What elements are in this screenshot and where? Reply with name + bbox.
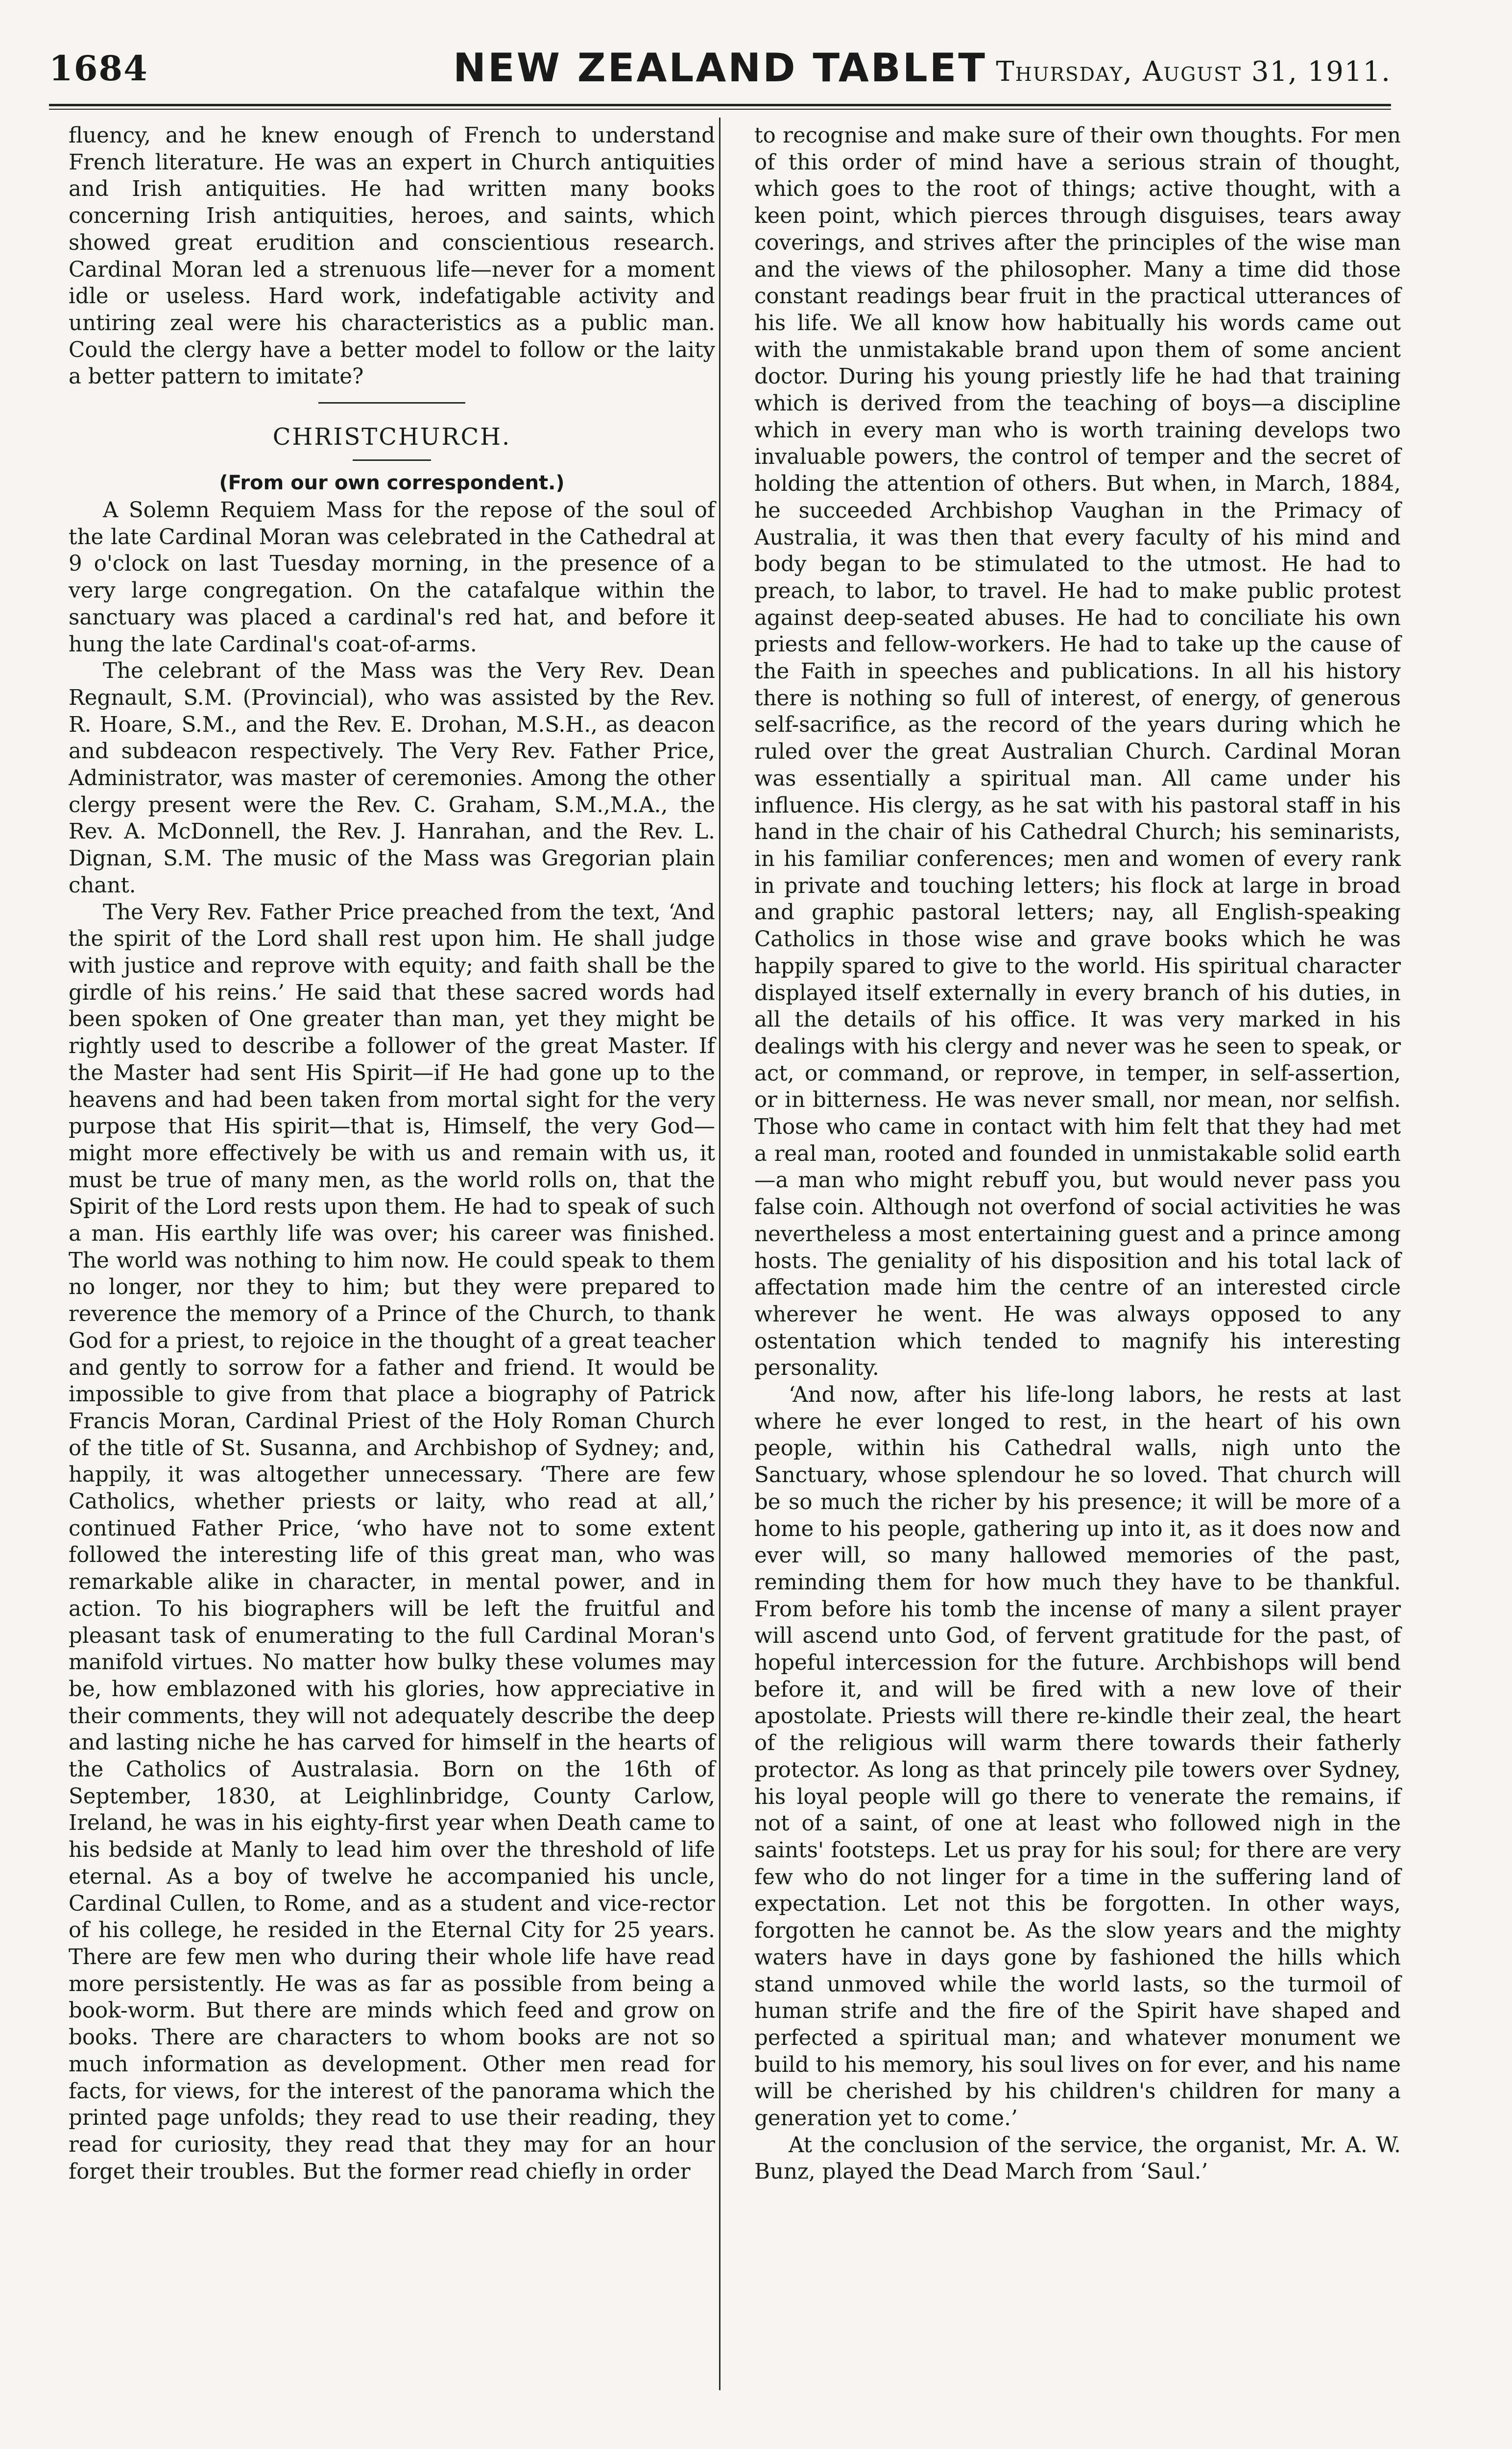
page-number: 1684: [49, 48, 148, 89]
header-rule-thin: [49, 109, 1391, 110]
page-header: [49, 39, 1391, 103]
section-title: CHRISTCHURCH.: [272, 423, 511, 451]
article-paragraph: A Solemn Requiem Mass for the repose of the soul of the late Cardinal Moran was celebrated in the Cathedral at 9 o'clock on last Tuesday morning, in the presence of a very large congregation. On the catafalque within the sanctuary was placed a cardinal's red hat, and before it hung the late Cardinal's coat-of-arms.: [69, 498, 715, 657]
issue-date: Thursday, August 31, 1911.: [996, 56, 1391, 88]
column-divider: [719, 118, 720, 2390]
article-paragraph: ‘And now, after his life-long labors, he rests at last where he ever longed to rest, in the heart of his own people, within his Cathedral walls, nigh unto the Sanctuary, whose splendour he so loved. That church will be so much the richer by his presence; it will be more of a home to his people, gathering up into it, as it does now and ever will, so many hallowed memories of the past, reminding them for how much they have to be thankful. From before his tomb the incense of many a silent prayer will ascend unto God, of fervent gratitude for the past, of hopeful intercession for the future. Archbishops will bend before it, and will be fired with a new love of their apostolate. Priests will there re-kindle their zeal, the heart of the religious will warm there towards their fatherly protector. As long as that princely pile towers over Sydney, his loyal people will go there to venerate the remains, if not of a saint, of one at least who followed nigh in the saints' footsteps. Let us pray for his soul; for there are very few who do not linger for a time in the suffering land of expectation. Let not this be forgotten. In other ways, forgotten he cannot be. As the slow years and the mighty waters have in days gone by fashioned the hills which stand unmoved while the world lasts, so the turmoil of human strife and the fire of the Spirit have shaped and perfected a spiritual man; and whatever monument we build to his memory, his soul lives on for ever, and his name will be cherished by his children's children for many a generation yet to come.’: [754, 1383, 1401, 2131]
article-paragraph: The celebrant of the Mass was the Very Rev. Dean Regnault, S.M. (Provincial), who was assisted by the Rev. R. Hoare, S.M., and the Rev. E. Drohan, M.S.H., as deacon and subdeacon respectively. The Very Rev. Father Price, Administrator, was master of ceremonies. Among the other clergy present were the Rev. C. Graham, S.M.,M.A., the Rev. A. McDonnell, the Rev. J. Hanrahan, and the Rev. L. Dignan, S.M. The music of the Mass was Gregorian plain chant.: [69, 659, 715, 898]
lead-paragraph: fluency, and he knew enough of French to understand French literature. He was an expert in Church antiquities and Irish antiquities. He had written many books concerning Irish antiquities, heroes, and saints, which showed great erudition and conscientious research. Cardinal Moran led a strenuous life—never for a moment idle or useless. Hard work, indefatigable activity and untiring zeal were his characteristics as a public man. Could the clergy have a better model to follow or the laity a better pattern to imitate?: [69, 123, 715, 389]
article-paragraph: The Very Rev. Father Price preached from the text, ‘And the spirit of the Lord shall rest upon him. He shall judge with justice and reprove with equity; and faith shall be the girdle of his reins.’ He said that these sacred words had been spoken of One greater than man, yet they might be rightly used to describe a follower of the great Master. If the Master had sent His Spirit—if He had gone up to the heavens and had been taken from mortal sight for the very purpose that His spirit—that is, Himself, the very God—might more effectively be with us and remain with us, it must be true of many men, as the world rolls on, that the Spirit of the Lord rests upon them. He had to speak of such a man. His earthly life was over; his career was finished. The world was nothing to him now. He could speak to them no longer, nor they to him; but they were prepared to reverence the memory of a Prince of the Church, to thank God for a priest, to rejoice in the thought of a great teacher and gently to sorrow for a father and friend. It would be impossible to give from that place a biography of Patrick Francis Moran, Cardinal Priest of the Holy Roman Church of the title of St. Susanna, and Archbishop of Sydney; and, happily, it was altogether unnecessary. ‘There are few Catholics, whether priests or laity, who read at all,’ continued Father Price, ‘who have not to some extent followed the interesting life of this great man, who was remarkable alike in character, in mental power, and in action. To his biographers will be left the fruitful and pleasant task of enumerating to the full Cardinal Moran's manifold virtues. No matter how bulky these volumes may be, how emblazoned with his glories, how appreciative in their comments, they will not adequately describe the deep and lasting niche he has carved for himself in the hearts of the Catholics of Australasia. Born on the 16th of September, 1830, at Leighlinbridge, County Carlow, Ireland, he was in his eighty-first year when Death came to his bedside at Manly to lead him over the threshold of life eternal. As a boy of twelve he accompanied his uncle, Cardinal Cullen, to Rome, and as a student and vice-rector of his college, he resided in the Eternal City for 25 years. There are few men who during their whole life have read more persistently. He was as far as possible from being a book-worm. But there are minds which feed and grow on books. There are characters to whom books are not so much information as development. Other men read for facts, for views, for the interest of the panorama which the printed page unfolds; they read to use their reading, they read for curiosity, they read that they may for an hour forget their troubles. But the former read chiefly in order: [69, 900, 715, 2184]
right-column: [754, 122, 1401, 2185]
section-divider: [318, 402, 465, 404]
article-paragraph: to recognise and make sure of their own thoughts. For men of this order of mind have a serious strain of thought, which goes to the root of things; active thought, with a keen point, which pierces through disguises, tears away coverings, and strives after the principles of the wise man and the views of the philosopher. Many a time did those constant readings bear fruit in the practical utterances of his life. We all know how habitually his words came out with the unmistakable brand upon them of some ancient doctor. During his young priestly life he had that training which is derived from the teaching of boys—a discipline which in every man who is worth training develops two invaluable powers, the control of temper and the secret of holding the attention of others. But when, in March, 1884, he succeeded Archbishop Vaughan in the Primacy of Australia, it was then that every faculty of his mind and body began to be stimulated to the utmost. He had to preach, to labor, to travel. He had to make public protest against deep-seated abuses. He had to conciliate his own priests and fellow-workers. He had to take up the cause of the Faith in speeches and publications. In all his history there is nothing so full of interest, of energy, of generous self-sacrifice, as the record of the years during which he ruled over the great Australian Church. Cardinal Moran was essentially a spiritual man. All came under his influence. His clergy, as he sat with his pastoral staff in his hand in the chair of his Cathedral Church; his seminarists, in his familiar conferences; men and women of every rank in private and touching letters; his flock at large in broad and graphic pastoral letters; nay, all English-speaking Catholics in those wise and grave books which he was happily spared to give to the world. His spiritual character displayed itself externally in every branch of his duties, in all the details of his office. It was very marked in his dealings with his clergy and never was he seen to speak, or act, or command, or reprove, in temper, in self-assertion, or in bitterness. He was never small, nor mean, nor selfish. Those who came in contact with him felt that they had met a real man, rooted and founded in unmistakable solid earth—a man who might rebuff you, but would never pass you false coin. Although not overfond of social activities he was nevertheless a most entertaining guest and a prince among hosts. The geniality of his disposition and his total lack of affectation made him the centre of an interested circle wherever he went. He was always opposed to any ostentation which tended to magnify his interesting personality.: [754, 123, 1401, 1381]
left-column: [69, 122, 715, 2185]
masthead-title: NEW ZEALAND TABLET: [453, 45, 987, 91]
byline: (From our own correspondent.): [219, 472, 565, 495]
closing-paragraph: At the conclusion of the service, the organist, Mr. A. W. Bunz, played the Dead March from ‘Saul.’: [754, 2133, 1401, 2185]
header-rule: [49, 104, 1391, 106]
section-divider: [353, 459, 431, 461]
